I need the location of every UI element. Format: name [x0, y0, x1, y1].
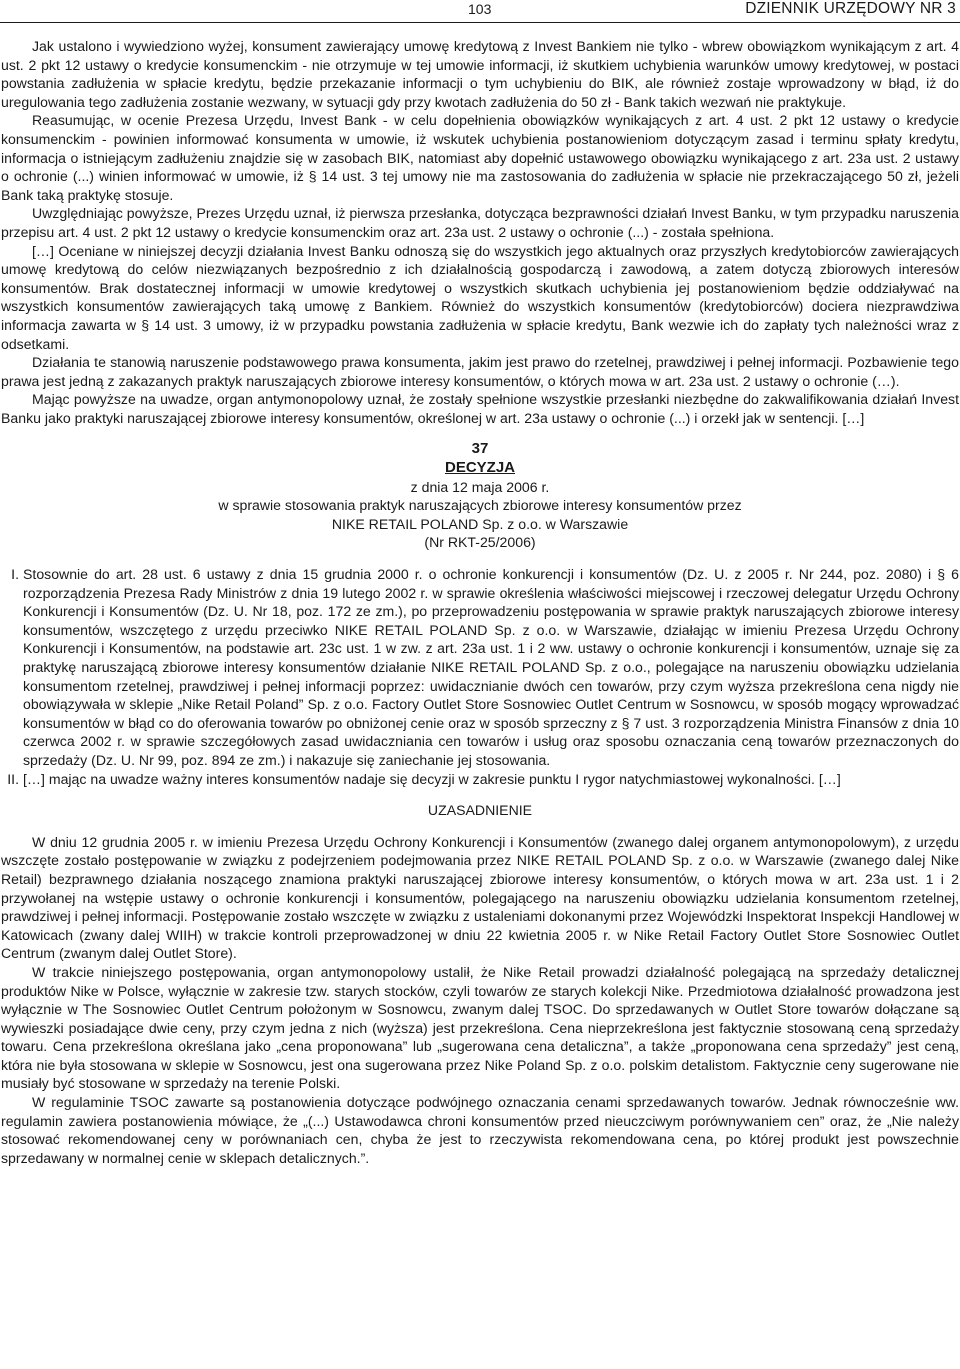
paragraph: Mając powyższe na uwadze, organ antymonopolowy uznał, że zostały spełnione wszystkie przesłanki niezbędne do zakwalifikowania działań Invest Banku jako praktyki naruszającej zbiorowe interesy konsumentów, określonej w art. 23a ustawy o ochronie (...) i orzekł jak w sentencji. […]	[1, 391, 959, 426]
spacer	[1, 820, 959, 833]
paragraph: Reasumując, w ocenie Prezesa Urzędu, Invest Bank - w celu dopełnienia obowiązków wynikających z art. 4 ust. 2 pkt 12 ustawy o kredycie konsumenckim - powinien informować konsumenta w umowie, iż wskutek uchybienia postanowieniom dotyczącym zasad i terminu spłaty kredytu, informacja o istniejącym zadłużeniu znajdzie się w zasobach BIK, natomiast aby dopełnić ustawowego obowiązku wynikającego z art. 23a ust. 2 ustawy o ochronie (...) winien informować w umowie, iż § 14 ust. 3 tej umowy nie ma zastosowania do zadłużenia w spłacie nie przekraczającego 50 zł, jeżeli Bank taką praktykę stosuje.	[1, 112, 959, 203]
sentence-item	[1, 565, 959, 770]
decision-subject-line-2: NIKE RETAIL POLAND Sp. z o.o. w Warszawie	[331, 515, 629, 532]
sentence-item-label: II.	[7, 770, 19, 787]
decision-number: 37	[471, 440, 489, 458]
journal-title: DZIENNIK URZĘDOWY NR 3	[745, 0, 956, 17]
paragraph: W dniu 12 grudnia 2005 r. w imieniu Prezesa Urzędu Ochrony Konkurencji i Konsumentów (zwanego dalej organem antymonopolowym), z urzędu wszczęte zostało postępowanie w związku z podejrzeniem podejmowania przez NIKE RETAIL POLAND Sp. z o.o. w Warszawie (zwanego dalej Nike Retail) bezprawnego działania noszącego znamiona praktyki naruszającej zbiorowe interesy konsumentów, o których mowa w art. 23a ust. 1 i 2 przywołanej na wstępie ustawy o ochronie konkurencji i konsumentów, polegającego na naruszeniu obowiązku udzielania konsumentom rzetelnej, prawdziwej i pełnej informacji. Postępowanie zostało wszczęte w związku z ustaleniami dokonanymi przez Wojewódzki Inspektorat Inspekcji Handlowej w Katowicach (zwany dalej WIIH) w trakcie kontroli przeprowadzonej w dniu 22 kwietnia 2005 r. w Nike Retail Factory Outlet Store Sosnowiec Outlet Centrum (zwanym dalej Outlet Store).	[1, 833, 959, 962]
paragraph: W trakcie niniejszego postępowania, organ antymonopolowy ustalił, że Nike Retail prowadzi działalność polegającą na sprzedaży detalicznej produktów Nike w Polsce, wyłącznie w zakresie tzw. starych stocków, czyli towarów ze starych kolekcji Nike. Przedmiotowa działalność prowadzona jest wyłącznie w The Sosnowiec Outlet Centrum położonym w Sosnowcu, zwanym dalej TSOC. Do sprzedawanych w Outlet Store towarów dołączane są wywieszki posiadające dwie ceny, przy czym jedna z nich (wyższa) jest przekreślona. Cena nieprzekreślona jest faktycznie stosowaną ceną sprzedaży towaru. Cena przekreślona określana jako „cena proponowana” lub „sugerowana cena detaliczna”, a także „proponowana cena sprzedaży” jest ceną, która nie była stosowana w sklepie w Sosnowcu, jest ona sugerowana przez Nike Poland Sp. z o.o. polskim detalistom. Faktycznie ceny sugerowane nie musiały być stosowane w sprzedaży na terenie Polski.	[1, 963, 959, 1092]
justification-heading: UZASADNIENIE	[427, 802, 533, 819]
decision-reference: (Nr RKT-25/2006)	[424, 534, 536, 551]
paragraph: […] Oceniane w niniejszej decyzji działania Invest Banku odnoszą się do wszystkich jego aktualnych oraz przyszłych kredytobiorców zawierających umowę kredytową do celów niezwiązanych bezpośrednio z ich działalnością gospodarczą i zawodową, a zatem dotyczą zbiorowych interesów konsumentów. Brak dostatecznej informacji w umowie kredytowej o wszystkich skutkach uchybienia jej postanowieniom będzie oddziaływać na wszystkich konsumentów zawierających taką umowę z Bankiem. Również do wszystkich konsumentów (kredytobiorców) dociera niezprawdziwa informacja zawarta w § 14 ust. 3 umowy, iż w przypadku powstania zadłużenia w spłacie kredytu, Bank wezwie ich do zapłaty tych należności wraz z odsetkami.	[1, 242, 959, 352]
decision-title: DECYZJA	[444, 459, 515, 477]
page-content	[1, 37, 959, 1167]
spacer	[1, 552, 959, 565]
paragraph: Uwzględniając powyższe, Prezes Urzędu uznał, iż pierwsza przesłanka, dotycząca bezprawności działań Invest Banku, w tym przypadku naruszenia przepisu art. 4 ust. 2 pkt 12 ustawy o kredycie konsumenckim oraz art. 23a ust. 2 ustawy o ochronie (...) - została spełniona.	[1, 205, 959, 240]
paragraph: Jak ustalono i wywiedziono wyżej, konsument zawierający umowę kredytową z Invest Bankiem nie tylko - wbrew obowiązkom wynikającym z art. 4 ust. 2 pkt 12 ustawy o kredycie konsumenckim - nie otrzymuje w tej umowie informacji, iż skutkiem uchybienia warunków umowy kredytowej, w postaci powstania zadłużenia w spłacie kredytu, będzie przekazanie informacji o tym uchybieniu do BIK, ale również zostaje wprowadzony w błąd, iż do uregulowania tego zadłużenia zostanie wezwany, w sytuacji gdy przy kwotach zadłużenia do 50 zł - Bank takich wezwań nie praktykuje.	[1, 38, 959, 110]
sentence-item-text: Stosownie do art. 28 ust. 6 ustawy z dnia 15 grudnia 2000 r. o ochronie konkurencji i konsumentów (Dz. U. z 2005 r. Nr 244, poz. 2080) i § 6 rozporządzenia Prezesa Rady Ministrów z dnia 19 lutego 2002 r. w sprawie określenia właściwości miejscowej i rzeczowej delegatur Urzędu Ochrony Konkurencji i Konsumentów (Dz. U. Nr 18, poz. 172 ze zm.), po przeprowadzeniu postępowania w sprawie praktyk naruszających zbiorowe interesy konsumentów, wszczętego z urzędu przeciwko NIKE RETAIL POLAND Sp. z o.o. w Warszawie, działając w imieniu Prezesa Urzędu Ochrony Konkurencji i Konsumentów, na podstawie art. 23c ust. 1 w zw. z art. 23a ust. 1 i 2 ww. ustawy o ochronie konkurencji i konsumentów, uznaje się za praktykę naruszającą zbiorowe interesy konsumentów działanie NIKE RETAIL POLAND Sp. z o.o., polegające na naruszeniu obowiązku udzielania konsumentom rzetelnej, prawdziwej i pełnej informacji poprzez: uwidacznianie dwóch cen towarów, przy czym wyższa przekreślona cena nigdy nie obowiązywała w sklepie „Nike Retail Poland” Sp. z o.o. Factory Outlet Store Sosnowiec Outlet Centrum w Sosnowcu, w sposób mogący wprowadzać konsumentów w błąd co do oferowania towarów po obniżonej cenie oraz w sposób sprzeczny z § 7 ust. 3 rozporządzenia Ministra Finansów z dnia 10 czerwca 2002 r. w sprawie szczegółowych zasad uwidaczniania cen towarów i usług oraz sposobu oznaczania ceną towarów przeznaczonych do sprzedaży (Dz. U. Nr 99, poz. 894 ze zm.) i nakazuje się zaniechanie jej stosowania.	[23, 566, 959, 768]
sentence-item	[1, 770, 959, 789]
page-header	[0, 0, 960, 23]
decision-date: z dnia 12 maja 2006 r.	[410, 478, 550, 495]
sentence-item-text: […] mając na uwadze ważny interes konsumentów nadaje się decyzji w zakresie punktu I rygor natychmiastowej wykonalności. […]	[23, 770, 841, 787]
page-number: 103	[468, 1, 492, 17]
decision-subject-line-1: w sprawie stosowania praktyk naruszających zbiorowe interesy konsumentów przez	[218, 497, 742, 514]
paragraph: W regulaminie TSOC zawarte są postanowienia dotyczące podwójnego oznaczania cenami sprzedawanych towarów. Jednak równocześnie ww. regulamin zawiera postanowienia mówiące, że „(...) Ustawodawca chroni konsumentów przed nieuczciwym porównywaniem cen” oraz, że „Nie należy stosować rekomendowanej ceny w porównaniach cen, chyba że jest to rzeczywista rekomendowana cena, po której produkt jest powszechnie sprzedawany w normalnej cenie w sklepach detalicznych.”.	[1, 1094, 959, 1166]
paragraph: Działania te stanowią naruszenie podstawowego prawa konsumenta, jakim jest prawo do rzetelnej, prawdziwej i pełnej informacji. Pozbawienie tego prawa jest jedną z zakazanych praktyk naruszających zbiorowe interesy konsumentów, o których mowa w art. 23a ust. 2 ustawy o ochronie (…).	[1, 354, 959, 389]
spacer	[1, 788, 959, 801]
sentence-item-label: I.	[11, 566, 19, 583]
